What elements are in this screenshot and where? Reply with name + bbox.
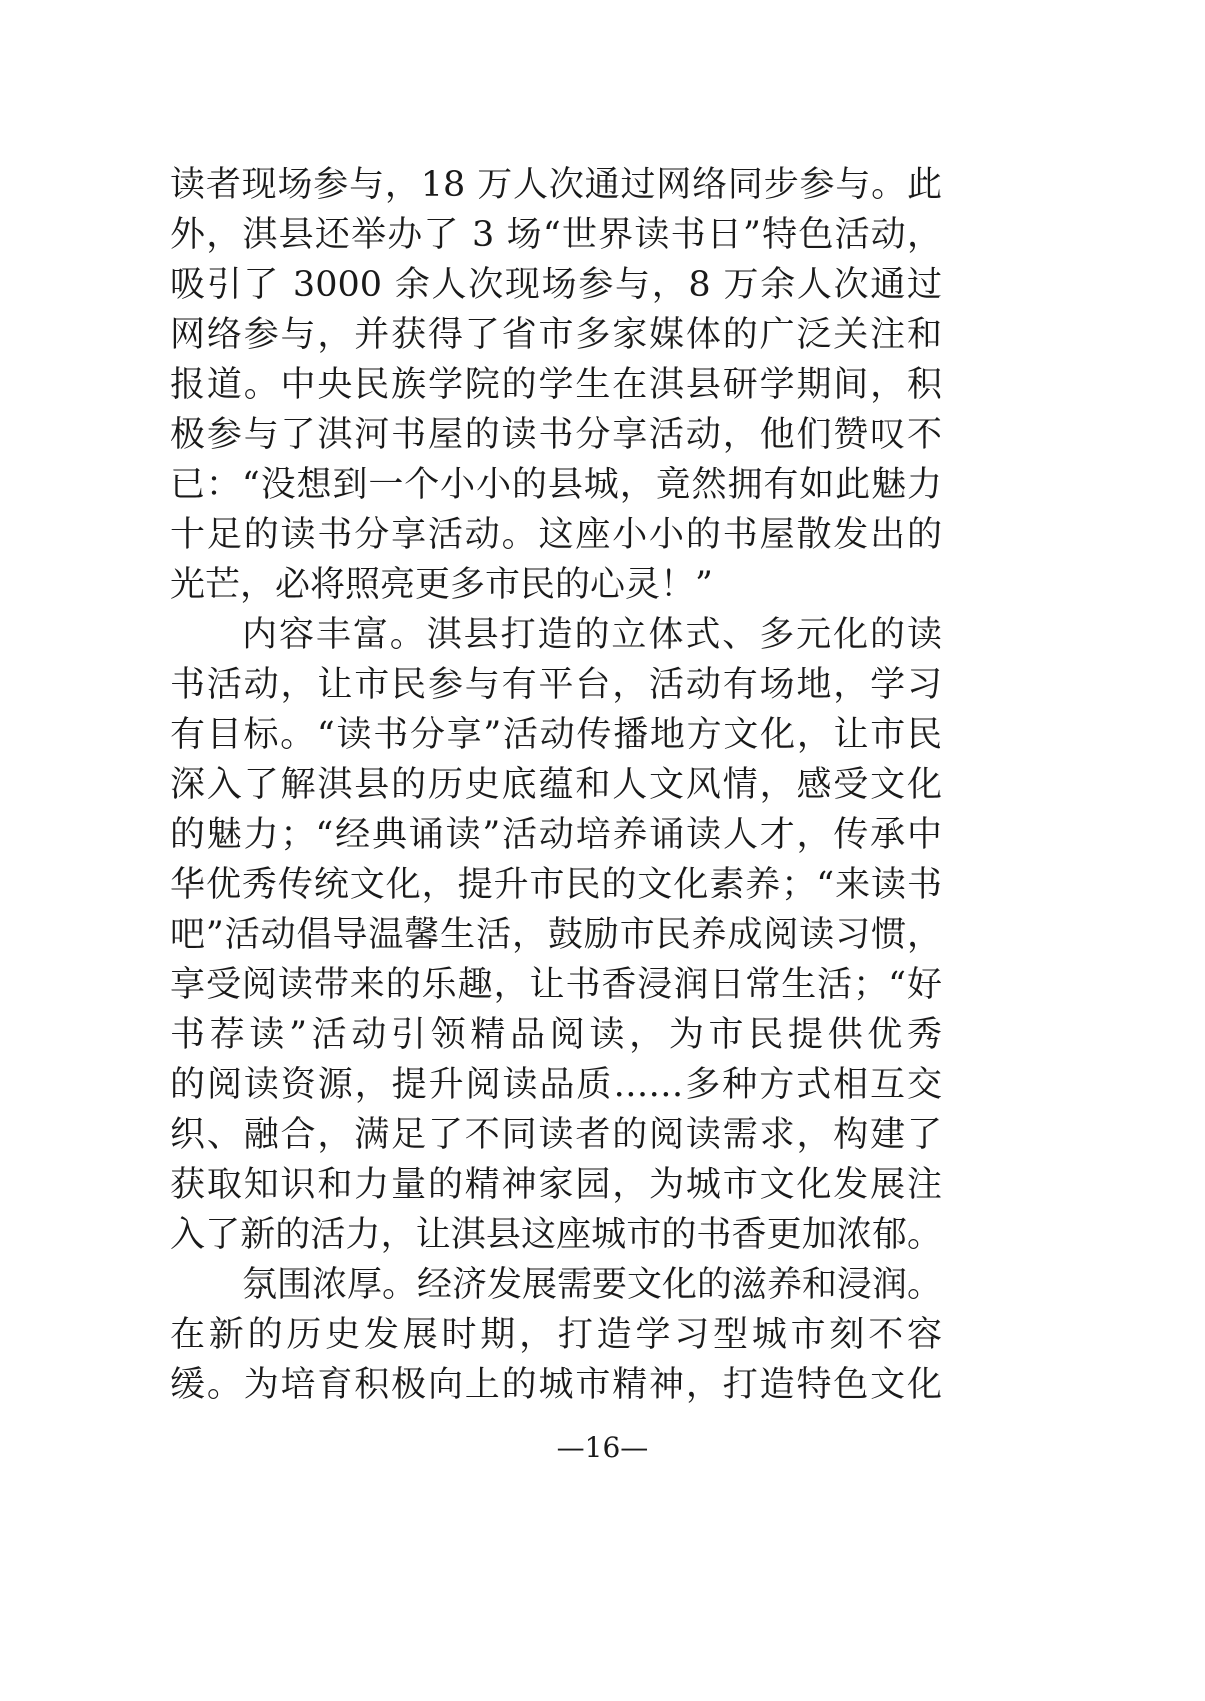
text-line: 报道。中央民族学院的学生在淇县研学期间，积 bbox=[170, 365, 942, 405]
text-line: 十足的读书分享活动。这座小小的书屋散发出的 bbox=[170, 515, 942, 555]
text-line: 书荐读”活动引领精品阅读，为市民提供优秀 bbox=[170, 1015, 942, 1055]
text-line: 书活动，让市民参与有平台，活动有场地，学习 bbox=[170, 665, 942, 705]
text-line: 华优秀传统文化，提升市民的文化素养；“来读书 bbox=[170, 865, 942, 905]
paragraph bbox=[170, 1260, 942, 1410]
text-line: 外，淇县还举办了 3 场“世界读书日”特色活动， bbox=[170, 215, 942, 255]
text-line: 已：“没想到一个小小的县城，竟然拥有如此魅力 bbox=[170, 465, 942, 505]
text-line: 光芒，必将照亮更多市民的心灵！” bbox=[170, 565, 713, 605]
text-line: 的魅力；“经典诵读”活动培养诵读人才，传承中 bbox=[170, 815, 942, 855]
text-line: 入了新的活力，让淇县这座城市的书香更加浓郁。 bbox=[170, 1215, 942, 1255]
text-line: 的阅读资源，提升阅读品质……多种方式相互交 bbox=[170, 1065, 942, 1105]
paragraph bbox=[170, 160, 942, 610]
text-line: 缓。为培育积极向上的城市精神，打造特色文化 bbox=[170, 1365, 942, 1405]
text-line: 获取知识和力量的精神家园，为城市文化发展注 bbox=[170, 1165, 942, 1205]
text-line: 内容丰富。淇县打造的立体式、多元化的读 bbox=[242, 615, 942, 655]
text-line: 吸引了 3000 余人次现场参与，8 万余人次通过 bbox=[170, 265, 942, 305]
text-line: 深入了解淇县的历史底蕴和人文风情，感受文化 bbox=[170, 765, 942, 805]
paragraph bbox=[170, 610, 942, 1260]
text-line: 享受阅读带来的乐趣，让书香浸润日常生活；“好 bbox=[170, 965, 942, 1005]
text-line: 有目标。“读书分享”活动传播地方文化，让市民 bbox=[170, 715, 942, 755]
text-line: 网络参与，并获得了省市多家媒体的广泛关注和 bbox=[170, 315, 942, 355]
text-line: 在新的历史发展时期，打造学习型城市刻不容 bbox=[170, 1315, 942, 1355]
document-body bbox=[170, 160, 942, 1410]
text-line: 织、融合，满足了不同读者的阅读需求，构建了 bbox=[170, 1115, 942, 1155]
text-line: 吧”活动倡导温馨生活，鼓励市民养成阅读习惯， bbox=[170, 915, 942, 955]
text-line: 读者现场参与，18 万人次通过网络同步参与。此 bbox=[170, 165, 942, 205]
page-number: —16— bbox=[556, 1431, 649, 1464]
text-line: 极参与了淇河书屋的读书分享活动，他们赞叹不 bbox=[170, 415, 942, 455]
text-line: 氛围浓厚。经济发展需要文化的滋养和浸润。 bbox=[242, 1265, 942, 1305]
